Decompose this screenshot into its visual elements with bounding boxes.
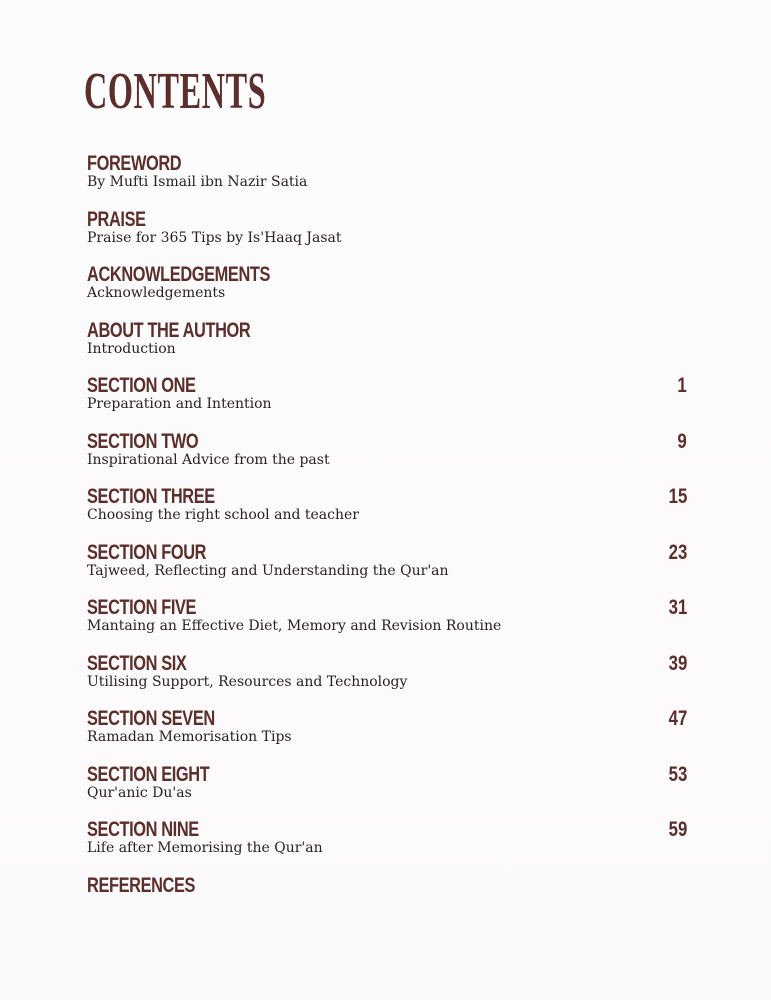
entry-heading: ABOUT THE AUTHOR — [87, 319, 251, 342]
entry-page-number: 53 — [668, 763, 687, 786]
entry-heading: SECTION EIGHT — [87, 763, 210, 786]
entry-page-number: 15 — [668, 485, 687, 508]
entry-subtitle: Life after Memorising the Qur'an — [87, 840, 323, 856]
entry-heading: SECTION NINE — [87, 818, 199, 841]
toc-entry-section-three[interactable] — [87, 487, 687, 523]
entry-subtitle: Preparation and Intention — [87, 396, 272, 412]
entry-page-number: 47 — [668, 707, 687, 730]
entry-subtitle: Mantaing an Effective Diet, Memory and Revision Routine — [87, 618, 502, 634]
toc-entry-references[interactable] — [87, 876, 687, 896]
toc-entry-section-six[interactable] — [87, 654, 687, 690]
toc-entry-about-the-author[interactable] — [87, 321, 687, 357]
toc-entry-section-eight[interactable] — [87, 765, 687, 801]
toc-entry-section-two[interactable] — [87, 432, 687, 468]
toc-entry-acknowledgements[interactable] — [87, 265, 687, 301]
entry-subtitle: Utilising Support, Resources and Technology — [87, 674, 408, 690]
entry-heading: FOREWORD — [87, 152, 182, 175]
entry-page-number: 31 — [668, 596, 687, 619]
entry-heading: SECTION SEVEN — [87, 707, 215, 730]
entry-page-number: 39 — [668, 652, 687, 675]
entry-page-number: 1 — [677, 374, 687, 397]
entry-heading: REFERENCES — [87, 874, 196, 897]
entry-heading: SECTION SIX — [87, 652, 187, 675]
entry-page-number: 9 — [677, 430, 687, 453]
entry-subtitle: By Mufti Ismail ibn Nazir Satia — [87, 174, 308, 190]
entry-subtitle: Ramadan Memorisation Tips — [87, 729, 292, 745]
entry-subtitle: Tajweed, Reflecting and Understanding the Qur'an — [87, 563, 449, 579]
entry-heading: ACKNOWLEDGEMENTS — [87, 263, 271, 286]
entry-subtitle: Inspirational Advice from the past — [87, 452, 330, 468]
entry-heading: SECTION FOUR — [87, 541, 207, 564]
entry-page-number: 59 — [668, 818, 687, 841]
entry-heading: SECTION ONE — [87, 374, 196, 397]
entry-page-number: 23 — [668, 541, 687, 564]
entry-heading: PRAISE — [87, 208, 146, 231]
entry-subtitle: Praise for 365 Tips by Is'Haaq Jasat — [87, 230, 342, 246]
entry-subtitle: Choosing the right school and teacher — [87, 507, 359, 523]
toc-entry-section-nine[interactable] — [87, 820, 687, 856]
toc-entry-foreword[interactable] — [87, 154, 687, 190]
page-title: CONTENTS — [84, 63, 267, 120]
entry-subtitle: Introduction — [87, 341, 176, 357]
toc-entry-section-one[interactable] — [87, 376, 687, 412]
toc-entry-section-seven[interactable] — [87, 709, 687, 745]
entry-heading: SECTION TWO — [87, 430, 199, 453]
toc-entry-section-five[interactable] — [87, 598, 687, 634]
entry-heading: SECTION THREE — [87, 485, 215, 508]
entry-subtitle: Acknowledgements — [87, 285, 226, 301]
toc-entry-praise[interactable] — [87, 210, 687, 246]
toc-entry-section-four[interactable] — [87, 543, 687, 579]
entry-heading: SECTION FIVE — [87, 596, 197, 619]
entry-subtitle: Qur'anic Du'as — [87, 785, 192, 801]
